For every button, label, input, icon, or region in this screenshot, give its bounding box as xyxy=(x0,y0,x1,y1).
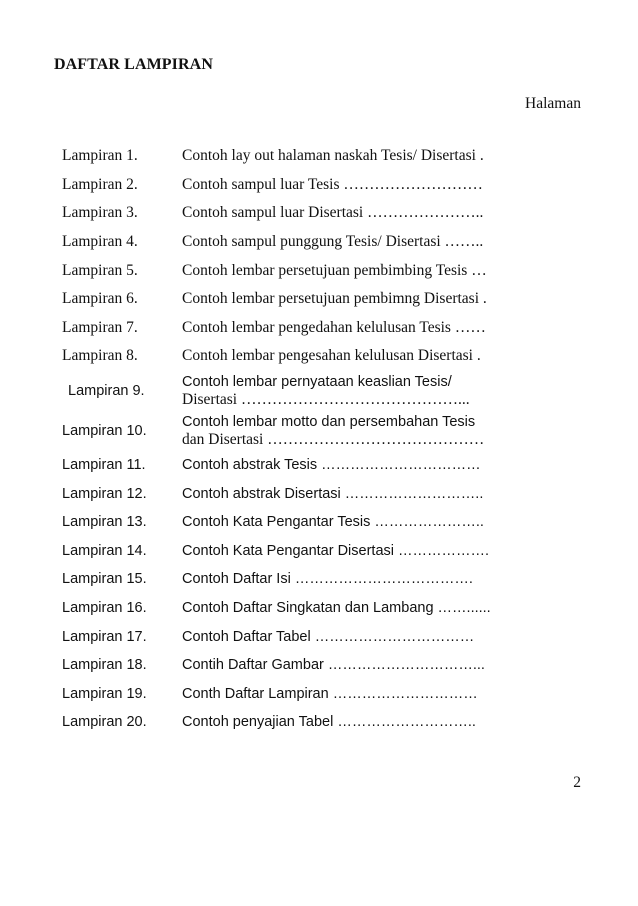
list-item xyxy=(60,411,580,451)
appendix-number: Lampiran 16. xyxy=(62,600,147,617)
appendix-number: Lampiran 9. xyxy=(68,382,145,399)
appendix-list xyxy=(60,142,580,737)
list-item xyxy=(60,537,580,566)
appendix-title: Contoh lay out halaman naskah Tesis/ Disertasi . xyxy=(182,147,484,165)
appendix-title: Contoh lembar persetujuan pembimbing Tesis … xyxy=(182,261,487,279)
appendix-title: Contoh sampul punggung Tesis/ Disertasi …….. xyxy=(182,233,484,251)
appendix-title: Contoh Daftar Tabel …………………………… xyxy=(182,628,475,645)
appendix-title: Contoh Daftar Isi ………………………………. xyxy=(182,571,473,588)
appendix-number: Lampiran 4. xyxy=(62,233,138,251)
appendix-title: Contoh lembar persetujuan pembimng Disertasi . xyxy=(182,290,487,308)
list-item xyxy=(60,680,580,709)
appendix-title: Contoh sampul luar Disertasi ………………….. xyxy=(182,204,484,222)
list-item xyxy=(60,142,580,171)
appendix-number: Lampiran 3. xyxy=(62,204,138,222)
appendix-number: Lampiran 2. xyxy=(62,175,138,193)
appendix-number: Lampiran 13. xyxy=(62,514,147,531)
appendix-title: Contoh lembar pengedahan kelulusan Tesis …… xyxy=(182,318,486,336)
appendix-title: Contoh Daftar Singkatan dan Lambang ……...... xyxy=(182,600,491,617)
appendix-title: Contoh Kata Pengantar Tesis ………………….. xyxy=(182,514,484,531)
page-title: DAFTAR LAMPIRAN xyxy=(54,56,213,73)
list-item xyxy=(60,479,580,508)
list-item xyxy=(60,314,580,343)
appendix-number: Lampiran 14. xyxy=(62,542,147,559)
appendix-title xyxy=(182,413,580,449)
appendix-title: Contoh sampul luar Tesis ……………………… xyxy=(182,175,483,193)
appendix-number: Lampiran 8. xyxy=(62,347,138,365)
appendix-title-line-1: Contoh lembar pernyataan keaslian Tesis/ xyxy=(182,373,452,390)
list-item xyxy=(60,594,580,623)
appendix-title: Contoh abstrak Tesis …………………………… xyxy=(182,457,481,474)
appendix-title-line-2: Disertasi ……………………………………... xyxy=(182,390,470,408)
list-item xyxy=(60,371,580,411)
appendix-title: Contoh abstrak Disertasi ……………………….. xyxy=(182,485,484,502)
appendix-title: Contoh Kata Pengantar Disertasi ………………. xyxy=(182,542,490,559)
appendix-number: Lampiran 10. xyxy=(62,422,147,439)
list-item xyxy=(60,228,580,257)
appendix-title-line-2: dan Disertasi …………………………………… xyxy=(182,430,485,448)
appendix-number: Lampiran 15. xyxy=(62,571,147,588)
appendix-number: Lampiran 20. xyxy=(62,714,147,731)
appendix-number: Lampiran 1. xyxy=(62,147,138,165)
appendix-number: Lampiran 17. xyxy=(62,628,147,645)
appendix-number: Lampiran 6. xyxy=(62,290,138,308)
appendix-number: Lampiran 11. xyxy=(62,457,146,474)
appendix-title xyxy=(182,373,580,409)
list-item xyxy=(60,171,580,200)
list-item xyxy=(60,256,580,285)
appendix-number: Lampiran 19. xyxy=(62,685,147,702)
list-item xyxy=(60,285,580,314)
appendix-number: Lampiran 12. xyxy=(62,485,147,502)
appendix-title: Conth Daftar Lampiran ………………………… xyxy=(182,685,478,702)
list-item xyxy=(60,451,580,480)
appendix-number: Lampiran 18. xyxy=(62,657,147,674)
appendix-number: Lampiran 5. xyxy=(62,261,138,279)
page-column-header: Halaman xyxy=(525,95,581,112)
appendix-title: Contoh penyajian Tabel ……………………….. xyxy=(182,714,476,731)
appendix-number: Lampiran 7. xyxy=(62,318,138,336)
appendix-title-line-1: Contoh lembar motto dan persembahan Tesis xyxy=(182,413,476,430)
list-item xyxy=(60,622,580,651)
list-item xyxy=(60,342,580,371)
list-item xyxy=(60,565,580,594)
appendix-title: Contoh lembar pengesahan kelulusan Disertasi . xyxy=(182,347,481,365)
list-item xyxy=(60,508,580,537)
list-item xyxy=(60,199,580,228)
page-number: 2 xyxy=(573,774,581,791)
list-item xyxy=(60,708,580,737)
appendix-title: Contih Daftar Gambar …………………………... xyxy=(182,657,485,674)
list-item xyxy=(60,651,580,680)
